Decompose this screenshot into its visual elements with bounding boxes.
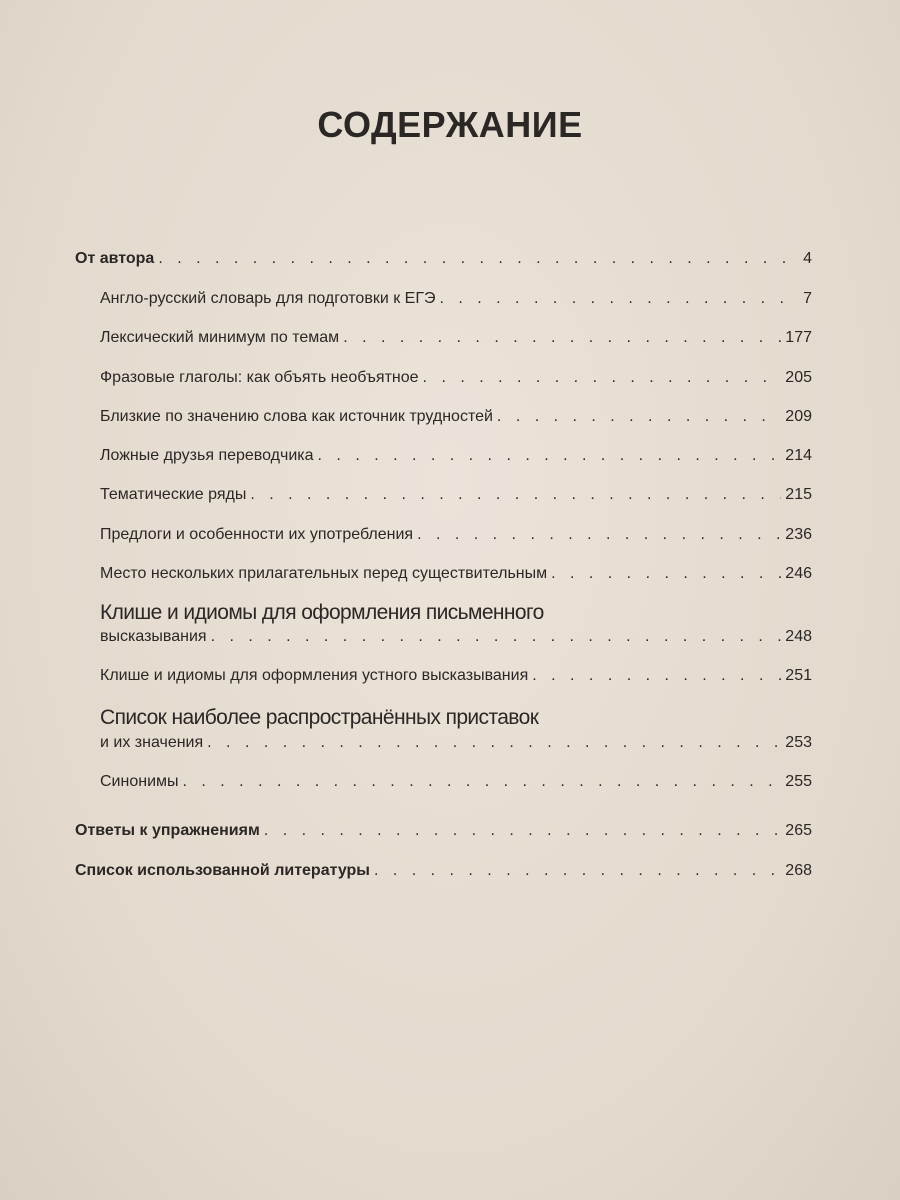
dot-leader: [551, 565, 781, 583]
toc-entry: [100, 408, 812, 426]
toc-entry: [100, 628, 812, 646]
entry-label: Близкие по значению слова как источник трудностей: [100, 408, 493, 425]
dot-leader: [497, 408, 781, 426]
dot-leader: [417, 526, 781, 544]
entry-label: Ложные друзья переводчика: [100, 447, 314, 464]
entry-page: 246: [785, 565, 812, 582]
toc-entry: [100, 369, 812, 387]
entry-label-line2: и их значения: [100, 734, 204, 751]
dot-leader: [423, 369, 782, 387]
entry-label: От автора: [75, 250, 155, 267]
dot-leader: [211, 628, 782, 646]
dot-leader: [250, 486, 781, 504]
dot-leader: [207, 734, 781, 752]
entry-page: 205: [785, 369, 812, 386]
dot-leader: [318, 447, 782, 465]
dot-leader: [158, 250, 799, 268]
entry-page: 7: [803, 290, 812, 307]
entry-label: Фразовые глаголы: как объять необъятное: [100, 369, 419, 386]
entry-page: 255: [785, 773, 812, 790]
dot-leader: [343, 329, 781, 347]
dot-leader: [183, 773, 782, 791]
toc-entry: [100, 526, 812, 544]
toc-entry: [75, 822, 812, 840]
entry-page: 4: [803, 250, 812, 267]
dot-leader: [532, 667, 781, 685]
entry-page: 177: [785, 329, 812, 346]
entry-label: Тематические ряды: [100, 486, 247, 503]
entry-label: Англо-русский словарь для подготовки к ЕГЭ: [100, 290, 436, 307]
entry-label: Клише и идиомы для оформления устного высказывания: [100, 667, 529, 684]
entry-page: 251: [785, 667, 812, 684]
page-title: СОДЕРЖАНИЕ: [317, 104, 583, 145]
toc-entry: [75, 862, 812, 880]
toc-entry: [100, 329, 812, 347]
entry-label: Место нескольких прилагательных перед существительным: [100, 565, 548, 582]
toc-entry: [100, 667, 812, 685]
toc-entry: [100, 486, 812, 504]
entry-label: Предлоги и особенности их употребления: [100, 526, 414, 543]
entry-page: 215: [785, 486, 812, 503]
entry-page: 209: [785, 408, 812, 425]
entry-page: 253: [785, 734, 812, 751]
entry-page: 268: [785, 862, 812, 879]
dot-leader: [264, 822, 781, 840]
entry-page: 214: [785, 447, 812, 464]
entry-page: 236: [785, 526, 812, 543]
entry-label-line2: высказывания: [100, 628, 207, 645]
toc-entry: [100, 447, 812, 465]
entry-label: Ответы к упражнениям: [75, 822, 260, 839]
entry-label-line1: Список наиболее распространённых приставок: [100, 706, 539, 729]
toc-entry: [100, 565, 812, 583]
entry-label-line1: Клише и идиомы для оформления письменного: [100, 601, 544, 624]
toc-entry: [100, 290, 812, 308]
entry-page: 248: [785, 628, 812, 645]
toc-entry: [100, 734, 812, 752]
entry-label: Список использованной литературы: [75, 862, 370, 879]
dot-leader: [374, 862, 781, 880]
toc-entry: [100, 773, 812, 791]
entry-label: Синонимы: [100, 773, 179, 790]
entry-page: 265: [785, 822, 812, 839]
dot-leader: [439, 290, 799, 308]
entry-label: Лексический минимум по темам: [100, 329, 340, 346]
